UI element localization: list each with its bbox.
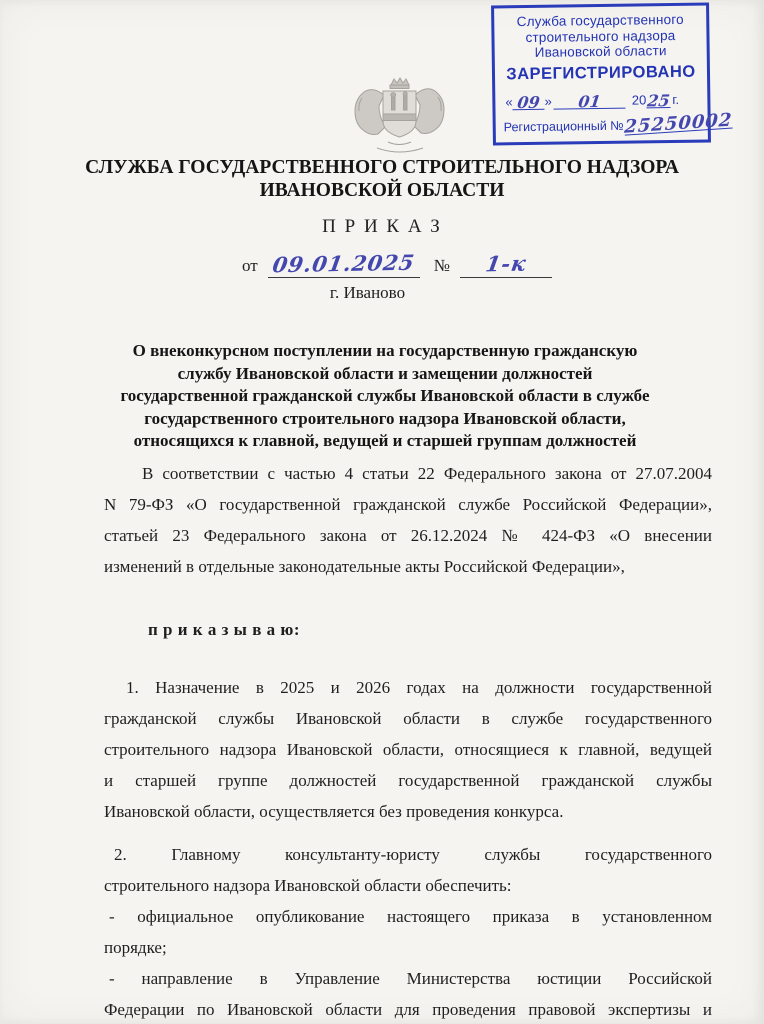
number-field	[460, 250, 552, 278]
text-line: Федерации по Ивановской области для проведения правовой экспертизы и	[104, 1000, 712, 1019]
stamp-year-field	[646, 91, 670, 108]
stamp-registration-number: 25250002	[623, 108, 734, 138]
text-line: 1. Назначение в 2025 и 2026 годах на должности государственной	[126, 678, 712, 697]
text-line: Ивановской области, осуществляется без проведения конкурса.	[104, 802, 564, 821]
stamp-registration-label: Регистрационный №	[503, 118, 624, 134]
date-label: от	[242, 256, 258, 275]
document-body	[104, 458, 712, 1024]
text-line: - официальное опубликование настоящего приказа в установленном	[109, 907, 712, 926]
bullet-2-paragraph	[104, 963, 712, 1024]
page-title	[0, 156, 764, 202]
registration-stamp	[491, 2, 734, 145]
text-line: порядке;	[104, 938, 167, 957]
stamp-date-line	[503, 90, 699, 110]
stamp-year-prefix: 20	[631, 91, 647, 108]
date-value: 09.01.2025	[270, 249, 417, 278]
stamp-day-value: 09	[516, 92, 542, 112]
city-label: г. Иваново	[329, 283, 406, 302]
stamp-registration-number-field	[623, 108, 734, 138]
subject-line: государственной гражданской службы Ивановской области в службе	[120, 386, 650, 405]
stamp-month-field	[554, 91, 626, 109]
stamp-organization	[502, 12, 699, 61]
subject-line: службу Ивановской области и замещении должностей	[177, 363, 593, 383]
stamp-day-field	[512, 92, 544, 112]
stamp-year-value: 25	[646, 90, 671, 110]
subject-line: относящихся к главной, ведущей и старшей группам должностей	[133, 431, 637, 450]
text-line: строительного надзора Ивановской области, относящиеся к главной, ведущей	[104, 740, 712, 759]
date-number-line	[242, 250, 552, 278]
text-line: и старшей группе должностей государственной гражданской службы	[104, 771, 712, 790]
date-field	[268, 250, 420, 278]
preamble-paragraph	[104, 458, 712, 582]
stamp-registered-label: ЗАРЕГИСТРИРОВАНО	[506, 62, 696, 83]
coat-of-arms-icon	[344, 76, 456, 156]
bullet-1-paragraph	[104, 901, 712, 963]
text-line: N 79-ФЗ «О государственной гражданской службе Российской Федерации»,	[104, 495, 712, 514]
text-line: изменений в отдельные законодательные акты Российской Федерации»,	[104, 557, 625, 576]
stamp-org-line: Служба государственного	[516, 11, 684, 30]
stamp-registration-line	[503, 108, 734, 138]
order-word: п р и к а з ы в а ю:	[148, 620, 301, 639]
document-subject	[90, 340, 680, 453]
subject-line: государственного строительного надзора Ивановской области,	[144, 408, 626, 428]
stamp-quote-open: «	[505, 93, 513, 109]
stamp-year-unit: г.	[672, 91, 680, 107]
org-title-line2: ИВАНОВСКОЙ ОБЛАСТИ	[259, 180, 505, 201]
stamp-quote-close: »	[544, 93, 552, 109]
stamp-org-line: Ивановской области	[534, 43, 667, 60]
number-label: №	[433, 256, 450, 275]
item-1-paragraph	[104, 672, 712, 827]
document-type: П Р И К А З	[322, 216, 442, 237]
stamp-month-value: 01	[577, 91, 603, 111]
text-line: 2. Главному консультанту-юристу службы государственного	[114, 845, 712, 864]
item-2-paragraph	[104, 839, 712, 901]
text-line: статьей 23 Федерального закона от 26.12.2024 № 424-ФЗ «О внесении	[104, 526, 712, 545]
org-title-line1: СЛУЖБА ГОСУДАРСТВЕННОГО СТРОИТЕЛЬНОГО НАДЗОРА	[85, 157, 679, 178]
text-line: строительного надзора Ивановской области обеспечить:	[104, 876, 512, 895]
subject-line: О внеконкурсном поступлении на государственную гражданскую	[132, 341, 638, 360]
text-line: гражданской службы Ивановской области в службе государственного	[104, 709, 712, 728]
stamp-org-line: строительного надзора	[525, 27, 676, 45]
text-line: В соответствии с частью 4 статьи 22 Федерального закона от 27.07.2004	[142, 464, 712, 483]
number-value: 1-к	[483, 250, 529, 277]
text-line: - направление в Управление Министерства юстиции Российской	[109, 969, 712, 988]
